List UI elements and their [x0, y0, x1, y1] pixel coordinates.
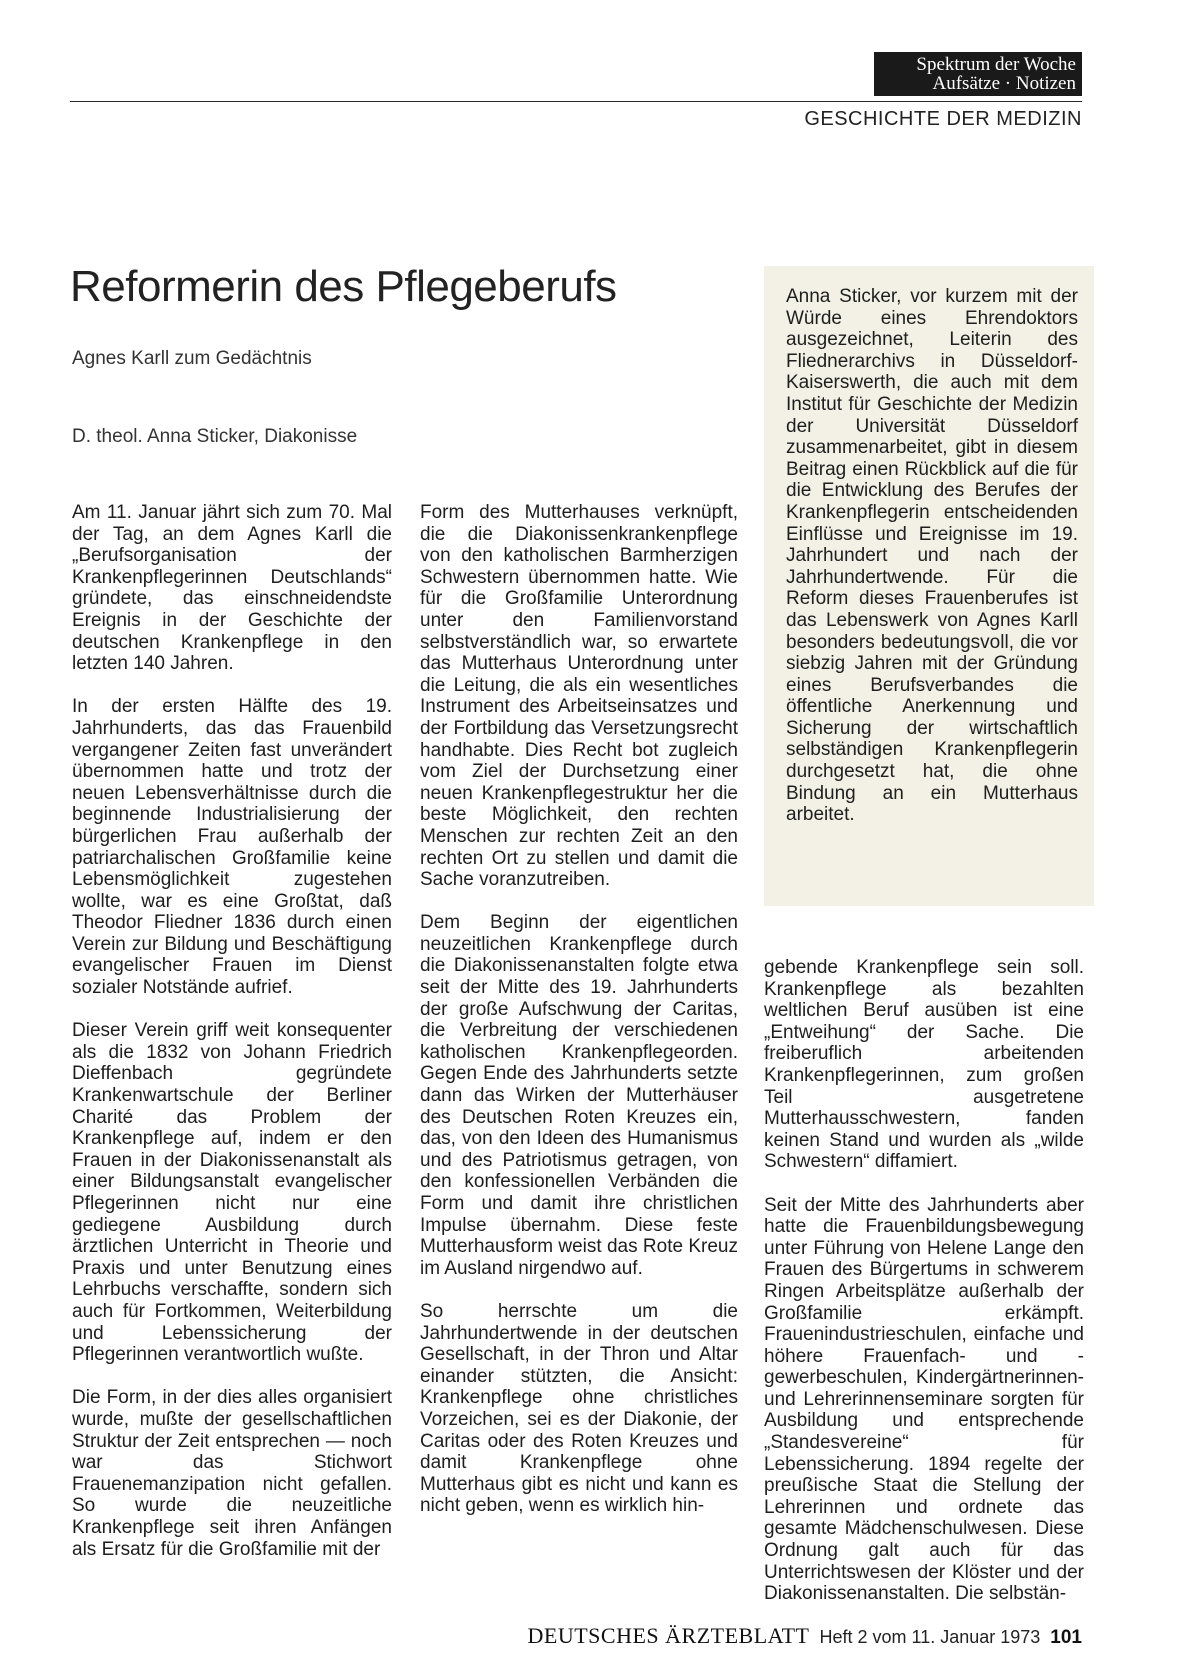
paragraph: Form des Mutterhauses verknüpft, die die Diakonissenkrankenpflege von den katholischen Barmherzigen Schwestern übernommen hatte. Wie für die Großfamilie Unterordnung unter den Familienvorstand selbstverständlich war, so erwartete das Mutterhaus Unterordnung unter die Leitung, die als ein wesentliches Instrument des Arbeitseinsatzes und der Fortbildung das Versetzungsrecht handhabte. Dies Recht bot zugleich vom Ziel der Durchsetzung einer neuen Krankenpflegestruktur her die beste Möglichkeit, den rechten Menschen zur rechten Zeit an den rechten Ort zu stellen und damit die Sache voranzutreiben. [420, 502, 738, 891]
page-footer [528, 1623, 1082, 1649]
paragraph: gebende Krankenpflege sein soll. Krankenpflege als bezahlten weltlichen Beruf ausüben ist eine „Entweihung“ der Sache. Die freiberuflich arbeitenden Krankenpflegerinnen, zum großen Teil ausgetretene Mutterhausschwestern, fanden keinen Stand und wurden als „wilde Schwestern“ diffamiert. [764, 957, 1084, 1173]
article-title: Reformerin des Pflegeberufs [70, 262, 617, 311]
paragraph: In der ersten Hälfte des 19. Jahrhunderts, das das Frauenbild vergangener Zeiten fast unverändert übernommen hatte und trotz der neuen Lebensverhältnisse durch die beginnende Industrialisierung der bürgerlichen Frau außerhalb der patriarchalischen Großfamilie keine Lebensmöglichkeit zugestehen wollte, war es eine Großtat, daß Theodor Fliedner 1836 durch einen Verein zur Bildung und Beschäftigung evangelischer Frauen im Dienst sozialer Notstände aufrief. [72, 696, 392, 999]
paragraph: Dem Beginn der eigentlichen neuzeitlichen Krankenpflege durch die Diakonissenanstalten folgte etwa seit der Mitte des 19. Jahrhunderts der große Aufschwung der Caritas, die Verbreitung der verschiedenen katholischen Krankenpflegeorden. Gegen Ende des Jahrhunderts setzte dann das Wirken der Mutterhäuser des Deutschen Roten Kreuzes ein, das, von den Ideen des Humanismus und des Patriotismus getragen, von den konfessionellen Verbänden die Form und damit ihre christlichen Impulse übernahm. Diese feste Mutterhausform weist das Rote Kreuz im Ausland nirgendwo auf. [420, 912, 738, 1279]
text-column-1 [72, 502, 392, 1560]
author-info-text: Anna Sticker, vor kurzem mit der Würde eines Ehrendoktors ausgezeichnet, Leiterin des Fliednerarchivs in Düsseldorf-Kaiserswerth, die auch mit dem Institut für Geschichte der Medizin der Universität Düsseldorf zusammenarbeitet, gibt in diesem Beitrag einen Rückblick auf die für die Entwicklung des Berufes der Krankenpflegerin entscheidenden Einflüsse und Ereignisse im 19. Jahrhundert und nach der Jahrhundertwende. Für die Reform dieses Frauenberufes ist das Lebenswerk von Agnes Karll besonders bedeutungsvoll, die vor siebzig Jahren mit der Gründung eines Berufsverbandes die öffentliche Anerkennung und Sicherung der wirtschaftlich selbständigen Krankenpflegerin durchgesetzt hat, die ohne Bindung an ein Mutterhaus arbeitet. [786, 286, 1078, 826]
paragraph: Seit der Mitte des Jahrhunderts aber hatte die Frauenbildungsbewegung unter Führung von Helene Lange den Frauen des Bürgertums in schwerem Ringen Arbeitsplätze außerhalb der Großfamilie erkämpft. Frauenindustrieschulen, einfache und höhere Frauenfach- und -gewerbeschulen, Kindergärtnerinnen- und Lehrerinnenseminare sorgten für Ausbildung und entsprechende „Standesvereine“ für Lebenssicherung. 1894 regelte der preußische Staat die Stellung der Lehrerinnen und ordnete das gesamte Mädchenschulwesen. Diese Ordnung galt auch für das Unterrichtswesen der Klöster und der Diakonissenanstalten. Die selbstän- [764, 1194, 1084, 1605]
author-info-box [764, 266, 1094, 906]
paragraph: Die Form, in der dies alles organisiert wurde, mußte der gesellschaftlichen Struktur der Zeit entsprechen — noch war das Stichwort Frauenemanzipation nicht gefallen. So wurde die neuzeitliche Krankenpflege seit ihren Anfängen als Ersatz für die Großfamilie mit der [72, 1387, 392, 1560]
section-label: GESCHICHTE DER MEDIZIN [804, 108, 1082, 130]
page-number: 101 [1050, 1627, 1082, 1648]
paragraph: So herrschte um die Jahrhundertwende in der deutschen Gesellschaft, in der Thron und Altar einander stützten, die Ansicht: Krankenpflege ohne christliches Vorzeichen, sei es der Diakonie, der Caritas oder des Roten Kreuzes und damit Krankenpflege ohne Mutterhaus gibt es nicht und kann es nicht geben, wenn es wirklich hin- [420, 1300, 738, 1517]
article-author: D. theol. Anna Sticker, Diakonisse [72, 426, 358, 447]
paragraph: Dieser Verein griff weit konsequenter als die 1832 von Johann Friedrich Dieffenbach gegründete Krankenwartschule der Berliner Charité das Problem der Krankenpflege auf, indem er den Frauen in der Diakonissenanstalt als einer Bildungsanstalt evangelischer Pflegerinnen nicht nur eine gediegene Ausbildung durch ärztlichen Unterricht in Theorie und Praxis und unter Benutzung eines Lehrbuchs verschaffte, sondern sich auch für Fortkommen, Weiterbildung und Lebenssicherung der Pflegerinnen verantwortlich wußte. [72, 1020, 392, 1366]
article-subtitle: Agnes Karll zum Gedächtnis [72, 348, 312, 369]
header-divider [70, 101, 1082, 102]
paragraph: Am 11. Januar jährt sich zum 70. Mal der Tag, an dem Agnes Karll die „Berufsorganisation der Krankenpflegerinnen Deutschlands“ gründete, das einschneidendste Ereignis in der Geschichte der deutschen Krankenpflege in den letzten 140 Jahren. [72, 502, 392, 675]
header-box-line-2: Aufsätze · Notizen [932, 73, 1076, 94]
header-box-line-1: Spektrum der Woche [916, 54, 1076, 75]
section-header-box [874, 52, 1082, 96]
text-column-3 [764, 957, 1084, 1605]
journal-name: DEUTSCHES ÄRZTEBLATT [527, 1623, 810, 1648]
issue-info: Heft 2 vom 11. Januar 1973 [819, 1627, 1041, 1647]
text-column-2 [420, 502, 738, 1517]
